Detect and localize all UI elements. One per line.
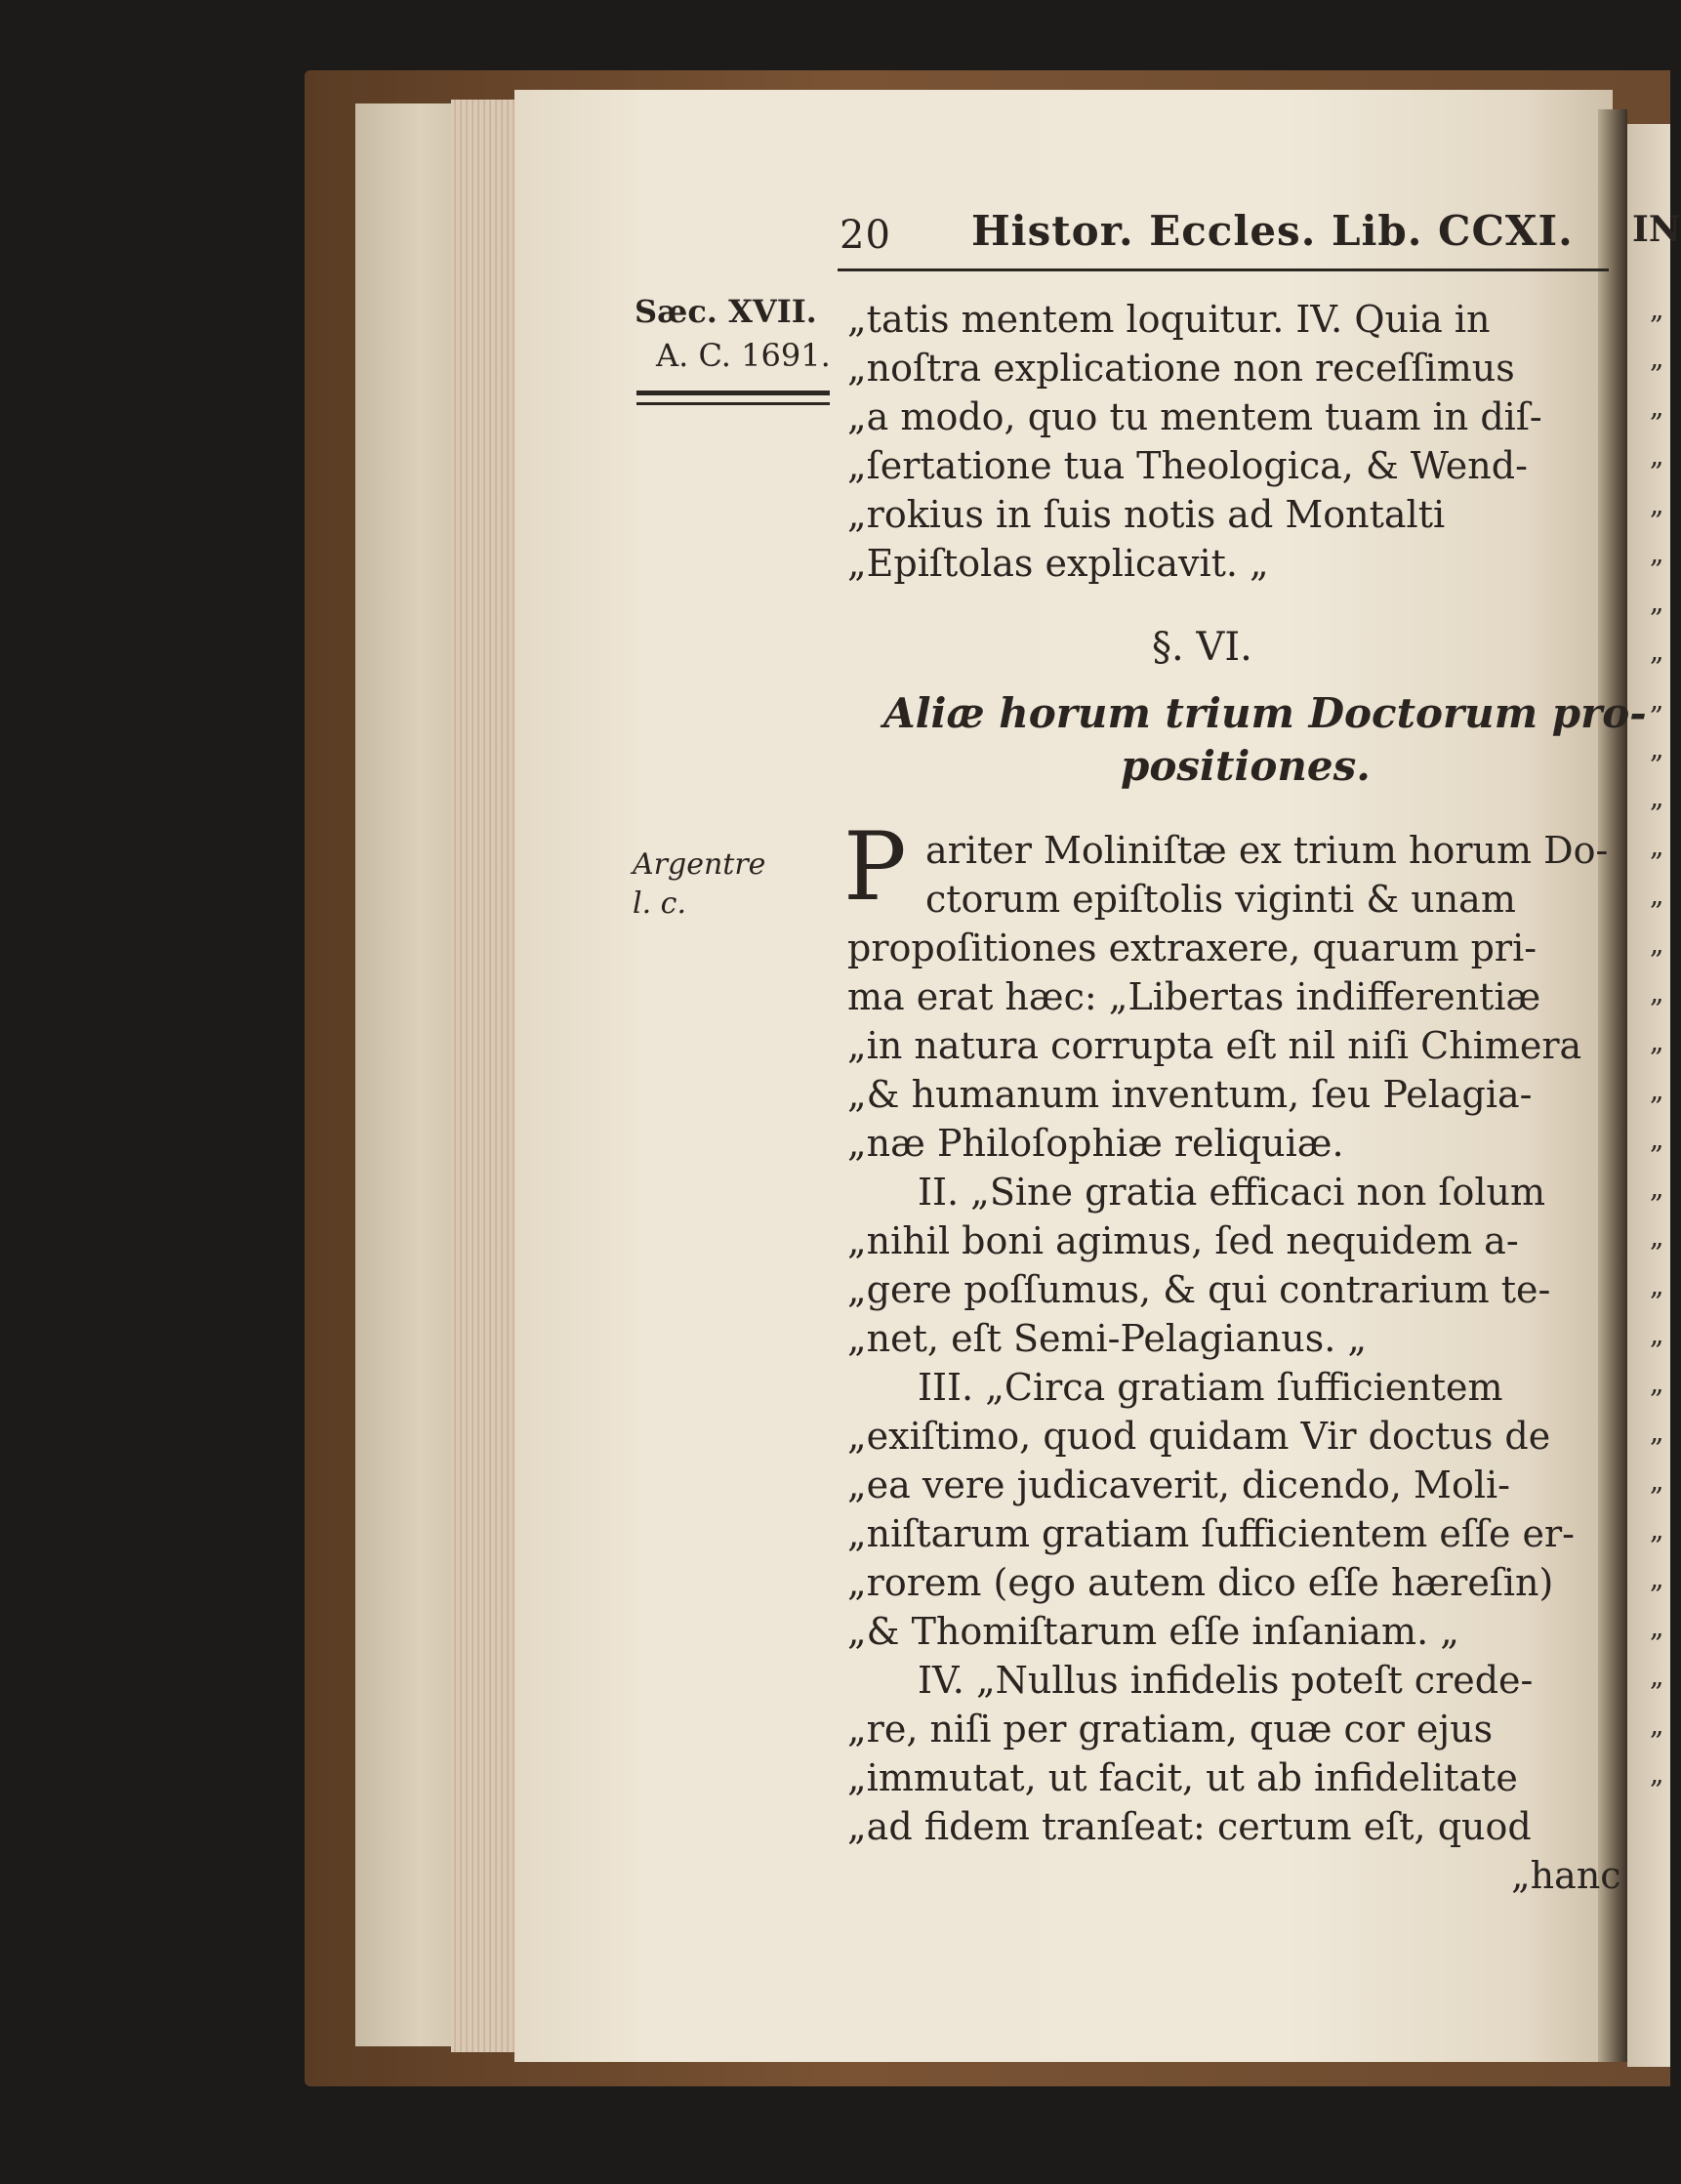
next-page-quote-mark: „	[1650, 976, 1664, 1009]
next-page-quote-mark: „	[1650, 1513, 1664, 1545]
margin-rule-2	[636, 402, 830, 405]
next-page-quote-mark: „	[1650, 1660, 1664, 1692]
margin-year: Sæc. XVII.	[635, 293, 817, 330]
text-line: „rokius in ſuis notis ad Montalti	[847, 493, 1446, 536]
text-line: III. „Circa gratiam ſufficientem	[918, 1366, 1503, 1409]
next-page-quote-mark: „	[1650, 1709, 1664, 1741]
text-line: „& humanum inventum, ſeu Pelagia-	[847, 1073, 1533, 1116]
next-page-quote-mark: „	[1650, 293, 1664, 325]
next-page-quote-mark: „	[1650, 1757, 1664, 1790]
text-line: ariter Moliniſtæ ex trium horum Do-	[925, 829, 1609, 872]
drop-cap: P	[843, 812, 907, 922]
next-page-quote-mark: „	[1650, 1269, 1664, 1301]
next-page-quote-mark: „	[1650, 927, 1664, 960]
text-line: „gere poſſumus, & qui contrarium te-	[847, 1268, 1551, 1311]
margin-date: A. C. 1691.	[656, 337, 831, 374]
next-page-quote-mark: „	[1650, 879, 1664, 911]
section-title-line2: positiones.	[1121, 742, 1371, 790]
next-page-quote-mark: „	[1650, 1416, 1664, 1448]
citation-author: Argentre	[633, 847, 766, 882]
text-line: „tatis mentem loquitur. IV. Quia in	[847, 298, 1491, 341]
header-rule	[838, 268, 1609, 271]
citation-ref: l. c.	[633, 886, 687, 921]
running-title: Histor. Eccles. Lib. CCXI.	[971, 207, 1574, 255]
next-page-quote-mark: „	[1650, 1123, 1664, 1155]
text-line: ctorum epiſtolis viginti & unam	[925, 878, 1516, 921]
next-page-quote-mark: „	[1650, 1562, 1664, 1594]
text-line: propoſitiones extraxere, quarum pri-	[847, 927, 1538, 969]
text-line: IV. „Nullus infidelis poteſt crede-	[918, 1659, 1534, 1702]
text-line: „næ Philoſophiæ reliquiæ.	[847, 1122, 1344, 1165]
next-page-quote-mark: „	[1650, 1611, 1664, 1643]
text-line: „& Thomiſtarum eſſe inſaniam. „	[847, 1610, 1459, 1653]
next-page-quote-mark: „	[1650, 586, 1664, 618]
next-page-quote-mark: „	[1650, 1220, 1664, 1253]
page-number: 20	[840, 213, 891, 258]
next-page-quote-mark: „	[1650, 1367, 1664, 1399]
text-line: „rorem (ego autem dico eſſe hæreſin)	[847, 1561, 1554, 1604]
text-line: „ea vere judicaverit, dicendo, Moli-	[847, 1463, 1510, 1506]
flyleaf	[355, 103, 463, 2046]
text-line: „re, niſi per gratiam, quæ cor ejus	[847, 1708, 1494, 1751]
next-page-quote-mark: „	[1650, 1025, 1664, 1057]
text-line: „net, eſt Semi-Pelagianus. „	[847, 1317, 1368, 1360]
text-line: ma erat hæc: „Libertas indifferentiæ	[847, 975, 1541, 1018]
text-line: II. „Sine gratia efficaci non ſolum	[918, 1171, 1545, 1214]
text-line: „ad fidem tranſeat: certum eſt, quod	[847, 1805, 1532, 1848]
next-page-quote-mark: „	[1650, 342, 1664, 374]
text-line: „Epiſtolas explicavit. „	[847, 542, 1269, 585]
text-line: „immutat, ut facit, ut ab infidelitate	[847, 1756, 1518, 1799]
next-page-quote-mark: „	[1650, 1074, 1664, 1106]
section-title-line1: Aliæ horum trium Doctorum pro-	[883, 689, 1647, 737]
next-page-quote-mark: „	[1650, 732, 1664, 764]
next-page-quote-mark: „	[1650, 1318, 1664, 1350]
next-page-quote-mark: „	[1650, 488, 1664, 520]
next-page-quote-mark: „	[1650, 781, 1664, 813]
next-page-quote-mark: „	[1650, 1172, 1664, 1204]
next-page-quote-mark: „	[1650, 830, 1664, 862]
next-page-quote-mark: „	[1650, 537, 1664, 569]
text-line: „a modo, quo tu mentem tuam in diſ-	[847, 395, 1542, 438]
text-line: „niſtarum gratiam ſufficientem eſſe er-	[847, 1512, 1576, 1555]
text-line: „exiſtimo, quod quidam Vir doctus de	[847, 1415, 1551, 1458]
next-page-quote-mark: „	[1650, 391, 1664, 423]
next-page-header-fragment: IN	[1632, 209, 1681, 250]
text-line: „hanc	[1511, 1854, 1621, 1897]
next-page-quote-mark: „	[1650, 439, 1664, 472]
text-line: „noſtra explicatione non receſſimus	[847, 347, 1515, 390]
next-page-quote-mark: „	[1650, 683, 1664, 716]
next-page-quote-mark: „	[1650, 635, 1664, 667]
next-page-quote-mark: „	[1650, 1464, 1664, 1497]
margin-rule-1	[636, 391, 830, 395]
text-line: „nihil boni agimus, ſed nequidem a-	[847, 1219, 1519, 1262]
text-line: „ſertatione tua Theologica, & Wend-	[847, 444, 1528, 487]
gutter	[1598, 109, 1627, 2062]
text-line: „in natura corrupta eſt nil niſi Chimera	[847, 1024, 1582, 1067]
section-number: §. VI.	[1152, 625, 1252, 670]
